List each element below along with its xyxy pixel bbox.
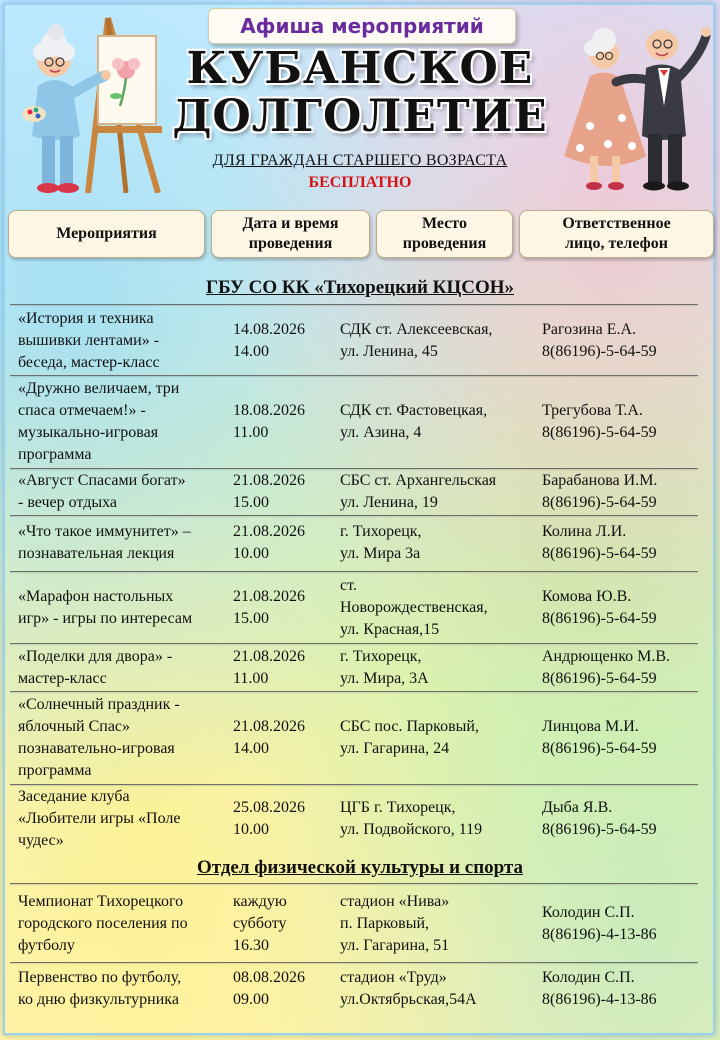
table-row [10, 645, 698, 690]
place-cell: стадион «Нива» п. Парковый, ул. Гагарина, 51 [340, 893, 450, 954]
audience-subtitle: ДЛЯ ГРАЖДАН СТАРШЕГО ВОЗРАСТА [212, 152, 508, 169]
column-header-contact: Ответственное лицо, телефон [519, 210, 714, 258]
section-title-sport-department: Отдел физической культуры и спорта [196, 857, 524, 878]
events-poster-badge: Афиша мероприятий [208, 8, 516, 44]
table-row [10, 518, 698, 568]
table-row [10, 693, 698, 783]
column-header-datetime: Дата и время проведения [211, 210, 370, 258]
place-cell: СДК ст. Алексеевская, ул. Ленина, 45 [340, 320, 493, 360]
event-cell: «Август Спасами богат» - вечер отдыха [18, 471, 186, 511]
place-cell: СБС ст. Архангельская ул. Ленина, 19 [340, 471, 497, 511]
event-cell: «Поделки для двора» - мастер-класс [18, 647, 173, 687]
place-cell: г. Тихорецк, ул. Мира, 3А [340, 647, 429, 687]
table-divider [10, 571, 698, 572]
table-divider [10, 691, 698, 692]
datetime-cell: 08.08.2026 09.00 [233, 969, 305, 1008]
event-cell: «Марафон настольных игр» - игры по интересам [18, 588, 193, 627]
section-title-kcson: ГБУ СО КК «Тихорецкий КЦСОН» [205, 277, 515, 298]
contact-cell: Трегубова Т.А. 8(86196)-5-64-59 [542, 402, 657, 441]
datetime-cell: 21.08.2026 15.00 [233, 471, 305, 511]
table-row [10, 469, 698, 514]
table-row [10, 965, 698, 1013]
event-cell: Первенство по футболу, ко дню физкультурника [18, 969, 182, 1008]
column-header-events: Мероприятия [8, 210, 205, 258]
column-header-place: Место проведения [376, 210, 513, 258]
table-row [10, 307, 698, 374]
program-title-line1: КУБАНСКОЕ [186, 43, 534, 94]
table-row [10, 785, 698, 853]
event-cell: Чемпионат Тихорецкого городского поселения по футболу [18, 893, 188, 954]
event-cell: «Дружно величаем, три спаса отмечаем!» - музыкально-игровая программа [18, 380, 180, 463]
table-divider [10, 643, 698, 644]
event-cell: «История и техника вышивки лентами» - беседа, мастер-класс [18, 309, 160, 371]
datetime-cell: 25.08.2026 10.00 [233, 799, 305, 838]
program-title-line2: ДОЛГОЛЕТИЕ [172, 91, 548, 142]
contact-cell: Колодин С.П. 8(86196)-4-13-86 [542, 969, 657, 1008]
painter-grandmother-illustration [8, 8, 168, 193]
event-cell: «Что такое иммунитет» – познавательная лекция [18, 523, 191, 562]
place-cell: г. Тихорецк, ул. Мира 3а [340, 523, 422, 562]
table-divider [10, 375, 698, 376]
place-cell: ЦГБ г. Тихорецк, ул. Подвойского, 119 [340, 799, 483, 838]
datetime-cell: 21.08.2026 11.00 [233, 647, 305, 687]
datetime-cell: 18.08.2026 11.00 [233, 402, 305, 441]
table-divider [10, 304, 698, 305]
table-divider [10, 515, 698, 516]
table-row [10, 888, 698, 960]
event-cell: Заседание клуба «Любители игры «Поле чудес» [18, 788, 181, 849]
datetime-cell: 21.08.2026 10.00 [233, 523, 305, 562]
contact-cell: Дыба Я.В. 8(86196)-5-64-59 [542, 799, 657, 838]
contact-cell: Андрющенко М.В. 8(86196)-5-64-59 [542, 647, 671, 687]
datetime-cell: 21.08.2026 14.00 [233, 718, 305, 757]
place-cell: СБС пос. Парковый, ул. Гагарина, 24 [340, 718, 479, 757]
datetime-cell: 21.08.2026 15.00 [233, 588, 305, 627]
table-row [10, 574, 698, 642]
contact-cell: Барабанова И.М. 8(86196)-5-64-59 [542, 471, 658, 511]
datetime-cell: каждую субботу 16.30 [233, 893, 287, 954]
datetime-cell: 14.08.2026 14.00 [233, 320, 305, 360]
table-row [10, 377, 698, 467]
place-cell: ст. Новорождественская, ул. Красная,15 [340, 577, 488, 638]
place-cell: стадион «Труд» ул.Октябрьская,54А [340, 969, 477, 1008]
contact-cell: Комова Ю.В. 8(86196)-5-64-59 [542, 588, 657, 627]
place-cell: СДК ст. Фастовецкая, ул. Азина, 4 [340, 402, 488, 441]
table-divider [10, 962, 698, 963]
event-cell: «Солнечный праздник - яблочный Спас» познавательно-игровая программа [18, 696, 180, 779]
free-of-charge-note: БЕСПЛАТНО [308, 174, 412, 191]
table-divider [10, 883, 698, 884]
contact-cell: Линцова М.И. 8(86196)-5-64-59 [542, 718, 657, 757]
contact-cell: Рагозина Е.А. 8(86196)-5-64-59 [542, 320, 657, 360]
contact-cell: Колина Л.И. 8(86196)-5-64-59 [542, 523, 657, 562]
contact-cell: Колодин С.П. 8(86196)-4-13-86 [542, 904, 657, 943]
dancing-couple-illustration [550, 6, 715, 196]
